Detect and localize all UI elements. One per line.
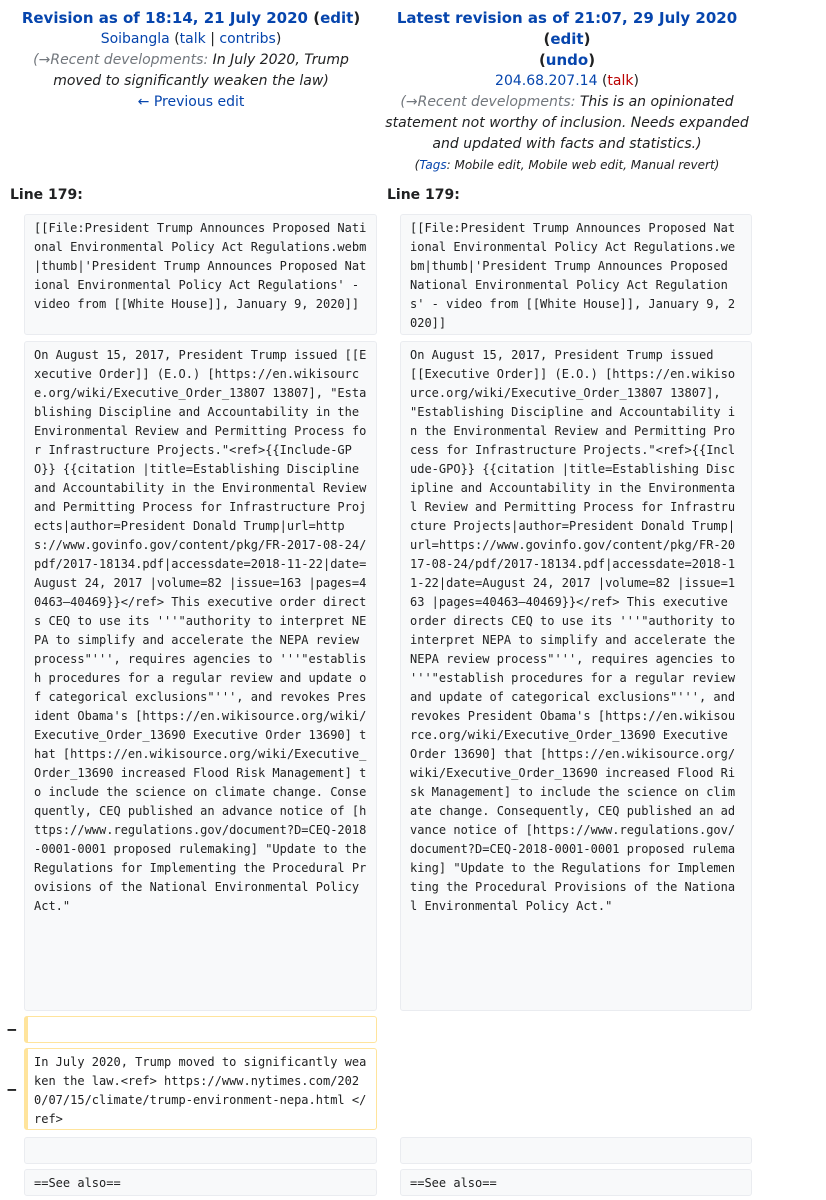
removed-july-2020-line: In July 2020, Trump moved to significantly weaken the law.<ref> https://www.nytimes.com/2020/07/15/climate/trump-environment-nepa.html </ref>	[24, 1048, 377, 1130]
new-edit-summary: (→Recent developments: This is an opinionated statement not worthy of inclusion. Needs expanded and updated with facts and statistics.)	[385, 94, 749, 152]
old-revision-title-line: Revision as of 18:14, 21 July 2020 (edit)	[21, 9, 361, 27]
previous-edit-link[interactable]: ← Previous edit	[137, 94, 245, 110]
old-summary-text: In July 2020, Trump moved to significantly weaken the law	[53, 52, 349, 89]
tags-link[interactable]: Tags	[419, 158, 447, 172]
context-file-left: [[File:President Trump Announces Proposed National Environmental Policy Act Regulations.webm|thumb|'President Trump Announces Proposed National Environmental Policy Act Regulations' - video from [[White House]], January 9, 2020]]	[24, 214, 377, 335]
old-talk-link[interactable]: talk	[179, 31, 206, 47]
new-summary-section[interactable]: →Recent developments:	[405, 94, 576, 110]
ip-user-link[interactable]: 204.68.207.14	[495, 73, 598, 89]
old-summary-section[interactable]: →Recent developments:	[38, 52, 209, 68]
old-user-link[interactable]: Soibangla	[100, 31, 170, 47]
old-contribs-link[interactable]: contribs	[219, 31, 276, 47]
context-see-also-right: ==See also==	[400, 1169, 752, 1196]
new-user-line: 204.68.207.14 (talk)	[495, 73, 639, 89]
removed-marker: −	[7, 1080, 17, 1099]
old-user-line: Soibangla (talk | contribs)	[100, 31, 282, 47]
context-blank-right	[400, 1137, 752, 1164]
old-revision-link[interactable]: Revision as of 18:14, 21 July 2020	[21, 9, 308, 27]
old-edit-link[interactable]: edit	[320, 9, 354, 27]
tags-line: (Tags: Mobile edit, Mobile web edit, Manual revert)	[414, 158, 720, 172]
undo-link[interactable]: undo	[545, 51, 589, 69]
tags-list: Mobile edit, Mobile web edit, Manual revert	[454, 158, 715, 172]
new-talk-link[interactable]: talk	[607, 73, 634, 89]
context-blank-left	[24, 1137, 377, 1164]
new-summary-text: This is an opinionated statement not worthy of inclusion. Needs expanded and updated with facts and statistics.	[385, 94, 749, 152]
old-edit-summary: (→Recent developments: In July 2020, Trump moved to significantly weaken the law)	[33, 52, 349, 89]
removed-marker: −	[7, 1020, 17, 1039]
context-order-left: On August 15, 2017, President Trump issued [[Executive Order]] (E.O.) [https://en.wikisource.org/wiki/Executive_Order_13807 13807], "Establishing Discipline and Accountability in the Environmental Review and Permitting Process for Infrastructure Projects."<ref>{{Include-GPO}} {{citation |title=Establishing Discipline and Accountability in the Environmental Review and Permitting Process for Infrastructure Projects|author=President Donald Trump|url=https://www.govinfo.gov/content/pkg/FR-2017-08-24/pdf/2017-18134.pdf|accessdate=2018-11-22|date=August 24, 2017 |volume=82 |issue=163 |pages=40463–40469}}</ref> This executive order directs CEQ to use its '''"authority to interpret NEPA to simplify and accelerate the NEPA review process"''', requires agencies to '''"establish procedures for a regular review and update of categorical exclusions"''', and revokes President Obama's [https://en.wikisource.org/wiki/Executive_Order_13690 Executive Order 13690] that [https://en.wikisource.org/wiki/Executive_Order_13690 increased Flood Risk Management] to include the science on climate change. Consequently, CEQ published an advance notice of [https://www.regulations.gov/document?D=CEQ-2018-0001-0001 proposed rulemaking] "Update to the Regulations for Implementing the Procedural Provisions of the National Environmental Policy Act."	[24, 341, 377, 1011]
new-revision-link[interactable]: Latest revision as of 21:07, 29 July 2020	[396, 9, 738, 27]
line-number-right: Line 179:	[387, 187, 460, 203]
old-revision-header	[8, 8, 374, 113]
new-revision-header: Latest revision as of 21:07, 29 July 2020 (edit) (undo) 204.68.207.14 (talk) (→Recent developments: This is an opinionated statement not worthy of inclusion. Needs expanded and updated with facts and statistics.) (Tags: Mobile edit, Mobile web edit, Manual revert)	[384, 8, 750, 176]
context-see-also-left: ==See also==	[24, 1169, 377, 1196]
context-order-right: On August 15, 2017, President Trump issued [[Executive Order]] (E.O.) [https://en.wikisource.org/wiki/Executive_Order_13807 13807], "Establishing Discipline and Accountability in the Environmental Review and Permitting Process for Infrastructure Projects."<ref>{{Include-GPO}} {{citation |title=Establishing Discipline and Accountability in the Environmental Review and Permitting Process for Infrastructure Projects|author=President Donald Trump|url=https://www.govinfo.gov/content/pkg/FR-2017-08-24/pdf/2017-18134.pdf|accessdate=2018-11-22|date=August 24, 2017 |volume=82 |issue=163 |pages=40463–40469}}</ref> This executive order directs CEQ to use its '''"authority to interpret NEPA to simplify and accelerate the NEPA review process"''', requires agencies to '''"establish procedures for a regular review and update of categorical exclusions"''', and revokes President Obama's [https://en.wikisource.org/wiki/Executive_Order_13690 Executive Order 13690] that [https://en.wikisource.org/wiki/Executive_Order_13690 increased Flood Risk Management] to include the science on climate change. Consequently, CEQ published an advance notice of [https://www.regulations.gov/document?D=CEQ-2018-0001-0001 proposed rulemaking] "Update to the Regulations for Implementing the Procedural Provisions of the National Environmental Policy Act."	[400, 341, 752, 1011]
removed-blank-line	[24, 1016, 377, 1043]
new-edit-link[interactable]: edit	[550, 30, 584, 48]
new-revision-title-line: Latest revision as of 21:07, 29 July 2020 (edit)	[396, 9, 738, 48]
context-file-right: [[File:President Trump Announces Proposed National Environmental Policy Act Regulations.webm|thumb|'President Trump Announces Proposed National Environmental Policy Act Regulations' - video from [[White House]], January 9, 2020]]	[400, 214, 752, 335]
line-number-left: Line 179:	[10, 187, 83, 203]
